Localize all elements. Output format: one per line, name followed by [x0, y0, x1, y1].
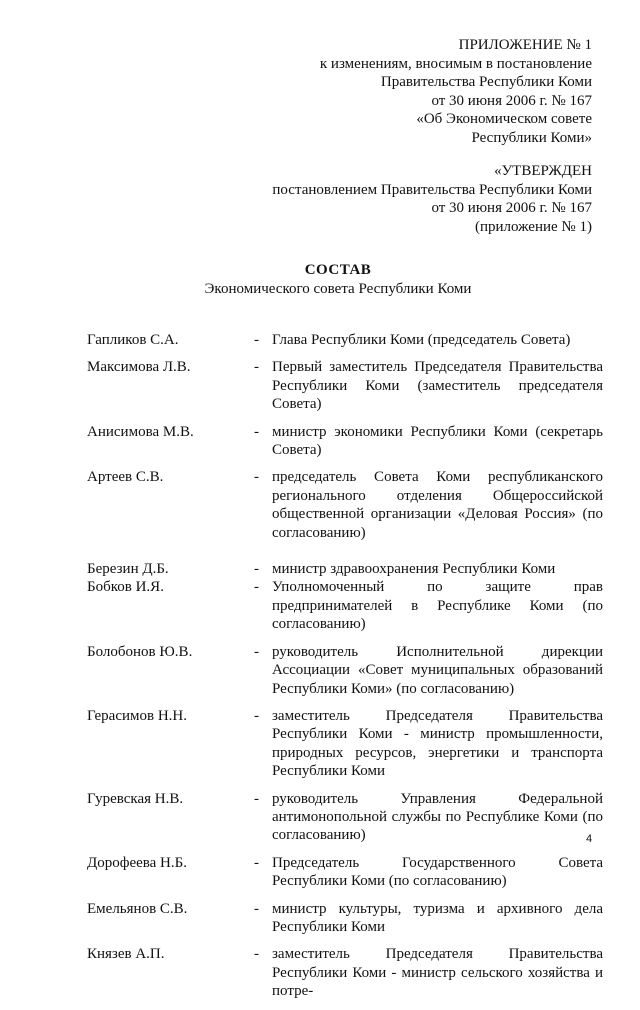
- member-role: руководитель Исполнительной дирекции Ассоциации «Совет муниципальных образований Республики Коми» (по согласованию): [272, 643, 603, 697]
- member-role: министр культуры, туризма и архивного дела Республики Коми: [272, 900, 603, 935]
- member-dash: -: [254, 359, 259, 376]
- appendix-line: к изменениям, вносимым в постановление: [319, 55, 592, 72]
- member-row: [87, 560, 603, 578]
- approved-line: (приложение № 1): [474, 218, 592, 235]
- appendix-line: «Об Экономическом совете: [416, 111, 592, 128]
- member-name: Емельянов С.В.: [87, 900, 188, 917]
- member-name: Гапликов С.А.: [87, 332, 179, 348]
- page-number: 4: [586, 833, 593, 845]
- member-dash: -: [254, 900, 259, 917]
- member-role: Глава Республики Коми (председатель Совета): [272, 332, 571, 348]
- member-name: Герасимов Н.Н.: [87, 707, 188, 724]
- member-role: заместитель Председателя Правительства Республики Коми - министр промышленности, природных ресурсов, энергетики и транспорта Республики Коми: [272, 707, 603, 780]
- member-row: [87, 707, 603, 781]
- member-name: Артеев С.В.: [87, 469, 164, 486]
- member-dash: -: [254, 423, 259, 440]
- member-dash: -: [254, 579, 259, 596]
- document-subtitle: Экономического совета Республики Коми: [204, 281, 472, 297]
- member-role: министр экономики Республики Коми (секретарь Совета): [272, 423, 603, 459]
- appendix-header: [320, 36, 592, 148]
- appendix-line: от 30 июня 2006 г. № 167: [431, 92, 592, 109]
- member-name: Бобков И.Я.: [87, 579, 164, 596]
- approved-line: от 30 июня 2006 г. № 167: [431, 200, 592, 217]
- member-name: Болобонов Ю.В.: [87, 643, 193, 660]
- approved-line: «УТВЕРЖДЕН: [494, 163, 592, 179]
- member-name: Березин Д.Б.: [87, 561, 169, 578]
- member-role: председатель Совета Коми республиканского регионального отделения Общероссийской общественной организации «Деловая Россия» (по согласованию): [272, 469, 603, 541]
- member-row: [87, 331, 603, 349]
- member-name: Максимова Л.В.: [87, 359, 191, 376]
- member-role: Уполномоченный по защите прав предпринимателей в Республике Коми (по согласованию): [272, 579, 603, 633]
- appendix-line: Республики Коми»: [471, 129, 592, 146]
- member-dash: -: [254, 469, 259, 486]
- approved-block: [272, 162, 592, 236]
- member-row: [87, 643, 603, 698]
- member-row: [87, 945, 603, 1000]
- member-row: [87, 358, 603, 413]
- member-dash: -: [254, 561, 259, 578]
- member-dash: -: [254, 332, 259, 348]
- member-dash: -: [254, 707, 259, 724]
- member-role: министр здравоохранения Республики Коми: [272, 561, 556, 578]
- member-role: заместитель Председателя Правительства Республики Коми - министр сельского хозяйства и потре-: [272, 946, 603, 1000]
- member-dash: -: [254, 790, 259, 807]
- member-dash: -: [254, 854, 259, 871]
- member-row: [87, 578, 603, 633]
- member-role: Первый заместитель Председателя Правительства Республики Коми (заместитель председателя Совета): [272, 359, 603, 413]
- member-role: Председатель Государственного Совета Республики Коми (по согласованию): [272, 854, 603, 890]
- member-dash: -: [254, 643, 259, 660]
- council-member-list: [87, 331, 603, 1010]
- member-row: [87, 423, 603, 460]
- member-name: Дорофеева Н.Б.: [87, 854, 188, 871]
- member-name: Гуревская Н.В.: [87, 790, 184, 807]
- member-row: [87, 790, 603, 845]
- member-row: [87, 900, 603, 937]
- approved-line: постановлением Правительства Республики Коми: [272, 181, 592, 198]
- member-row: [87, 468, 603, 542]
- member-dash: -: [254, 946, 259, 963]
- member-row: [87, 854, 603, 891]
- member-role: руководитель Управления Федеральной антимонопольной службы по Республике Коми (по согласованию): [272, 790, 603, 844]
- document-title: СОСТАВ: [304, 262, 372, 278]
- appendix-line: Правительства Республики Коми: [380, 74, 592, 91]
- appendix-line: ПРИЛОЖЕНИЕ № 1: [458, 37, 592, 53]
- member-name: Князев А.П.: [87, 946, 165, 963]
- member-name: Анисимова М.В.: [87, 423, 194, 440]
